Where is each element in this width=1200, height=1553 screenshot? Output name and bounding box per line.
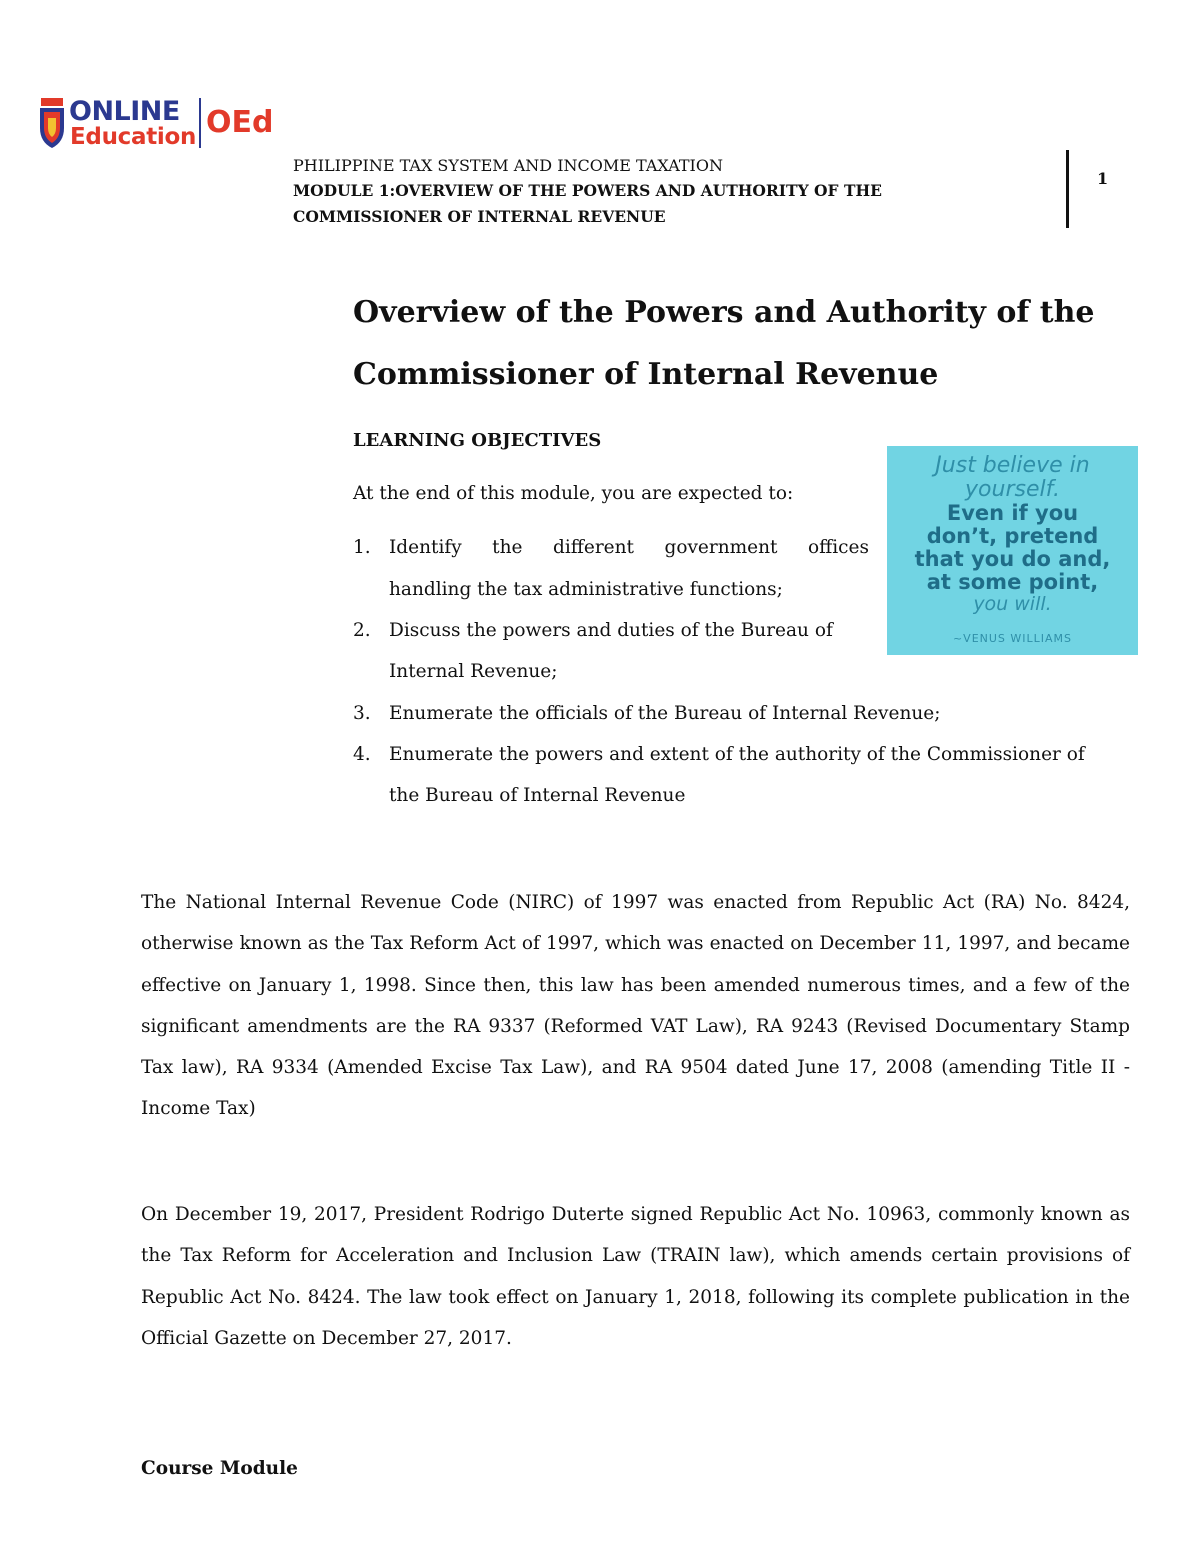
logo-word-education: Education — [70, 124, 197, 150]
objective-text-cont: the Bureau of Internal Revenue — [389, 785, 686, 806]
objective-number: 4. — [353, 744, 371, 765]
objective-item — [353, 734, 1085, 775]
header-module-line1: MODULE 1:OVERVIEW OF THE POWERS AND AUTHORITY OF THE — [293, 181, 882, 200]
objective-text-cont: handling the tax administrative functions; — [389, 579, 783, 600]
page-title-line1: Overview of the Powers and Authority of the — [353, 295, 1095, 330]
motivational-quote-image — [887, 446, 1138, 655]
objective-text: Enumerate the officials of the Bureau of Internal Revenue; — [389, 703, 941, 724]
body-paragraph-nirc: The National Internal Revenue Code (NIRC) of 1997 was enacted from Republic Act (RA) No. 8424, otherwise known as the Tax Reform Act of 1997, which was enacted on December 11, 1997, and became effective on January 1, 1998. Since then, this law has been amended numerous times, and a few of the significant amendments are the RA 9337 (Reformed VAT Law), RA 9243 (Revised Documentary Stamp Tax law), RA 9334 (Amended Excise Tax Law), and RA 9504 dated June 17, 2008 (amending Title II - Income Tax) — [141, 892, 1130, 1120]
quote-author: ~VENUS WILLIAMS — [952, 632, 1073, 645]
objective-item — [353, 527, 869, 568]
objective-text: Identify the different government offices — [389, 537, 869, 558]
objective-item — [353, 610, 833, 651]
learning-objectives-heading: LEARNING OBJECTIVES — [353, 430, 602, 451]
objective-text: Enumerate the powers and extent of the authority of the Commissioner of — [389, 744, 1085, 765]
objective-item — [353, 693, 940, 734]
page-title-line2: Commissioner of Internal Revenue — [353, 357, 939, 392]
quote-line1: Just believe in yourself. — [935, 453, 1090, 502]
learning-objectives-intro: At the end of this module, you are expected to: — [353, 483, 794, 504]
body-paragraph-train-law: On December 19, 2017, President Rodrigo Duterte signed Republic Act No. 10963, commonly known as the Tax Reform for Acceleration and Inclusion Law (TRAIN law), which amends certain provisions of Republic Act No. 8424. The law took effect on January 1, 2018, following its complete publication in the Official Gazette on December 27, 2017. — [141, 1204, 1130, 1349]
header-divider — [1066, 150, 1069, 228]
objective-number: 2. — [353, 620, 371, 641]
header-course-title: PHILIPPINE TAX SYSTEM AND INCOME TAXATION — [293, 156, 723, 175]
objective-number: 3. — [353, 703, 371, 724]
ama-shield-icon — [38, 98, 66, 150]
objective-number: 1. — [353, 537, 371, 558]
objective-text-cont: Internal Revenue; — [389, 661, 558, 682]
objective-text: Discuss the powers and duties of the Bureau of — [389, 620, 833, 641]
logo-word-online: ONLINE — [69, 96, 180, 127]
online-education-logo — [38, 96, 278, 154]
quote-line3: you will. — [973, 593, 1052, 615]
logo-oed-mark: OEd — [206, 105, 274, 140]
logo-divider — [199, 98, 201, 148]
footer-course-module: Course Module — [141, 1458, 298, 1479]
header-module-line2: COMMISSIONER OF INTERNAL REVENUE — [293, 207, 666, 226]
page-number: 1 — [1097, 169, 1109, 188]
quote-line2: Even if you don’t, pretend that you do and, at some point, — [914, 501, 1111, 594]
